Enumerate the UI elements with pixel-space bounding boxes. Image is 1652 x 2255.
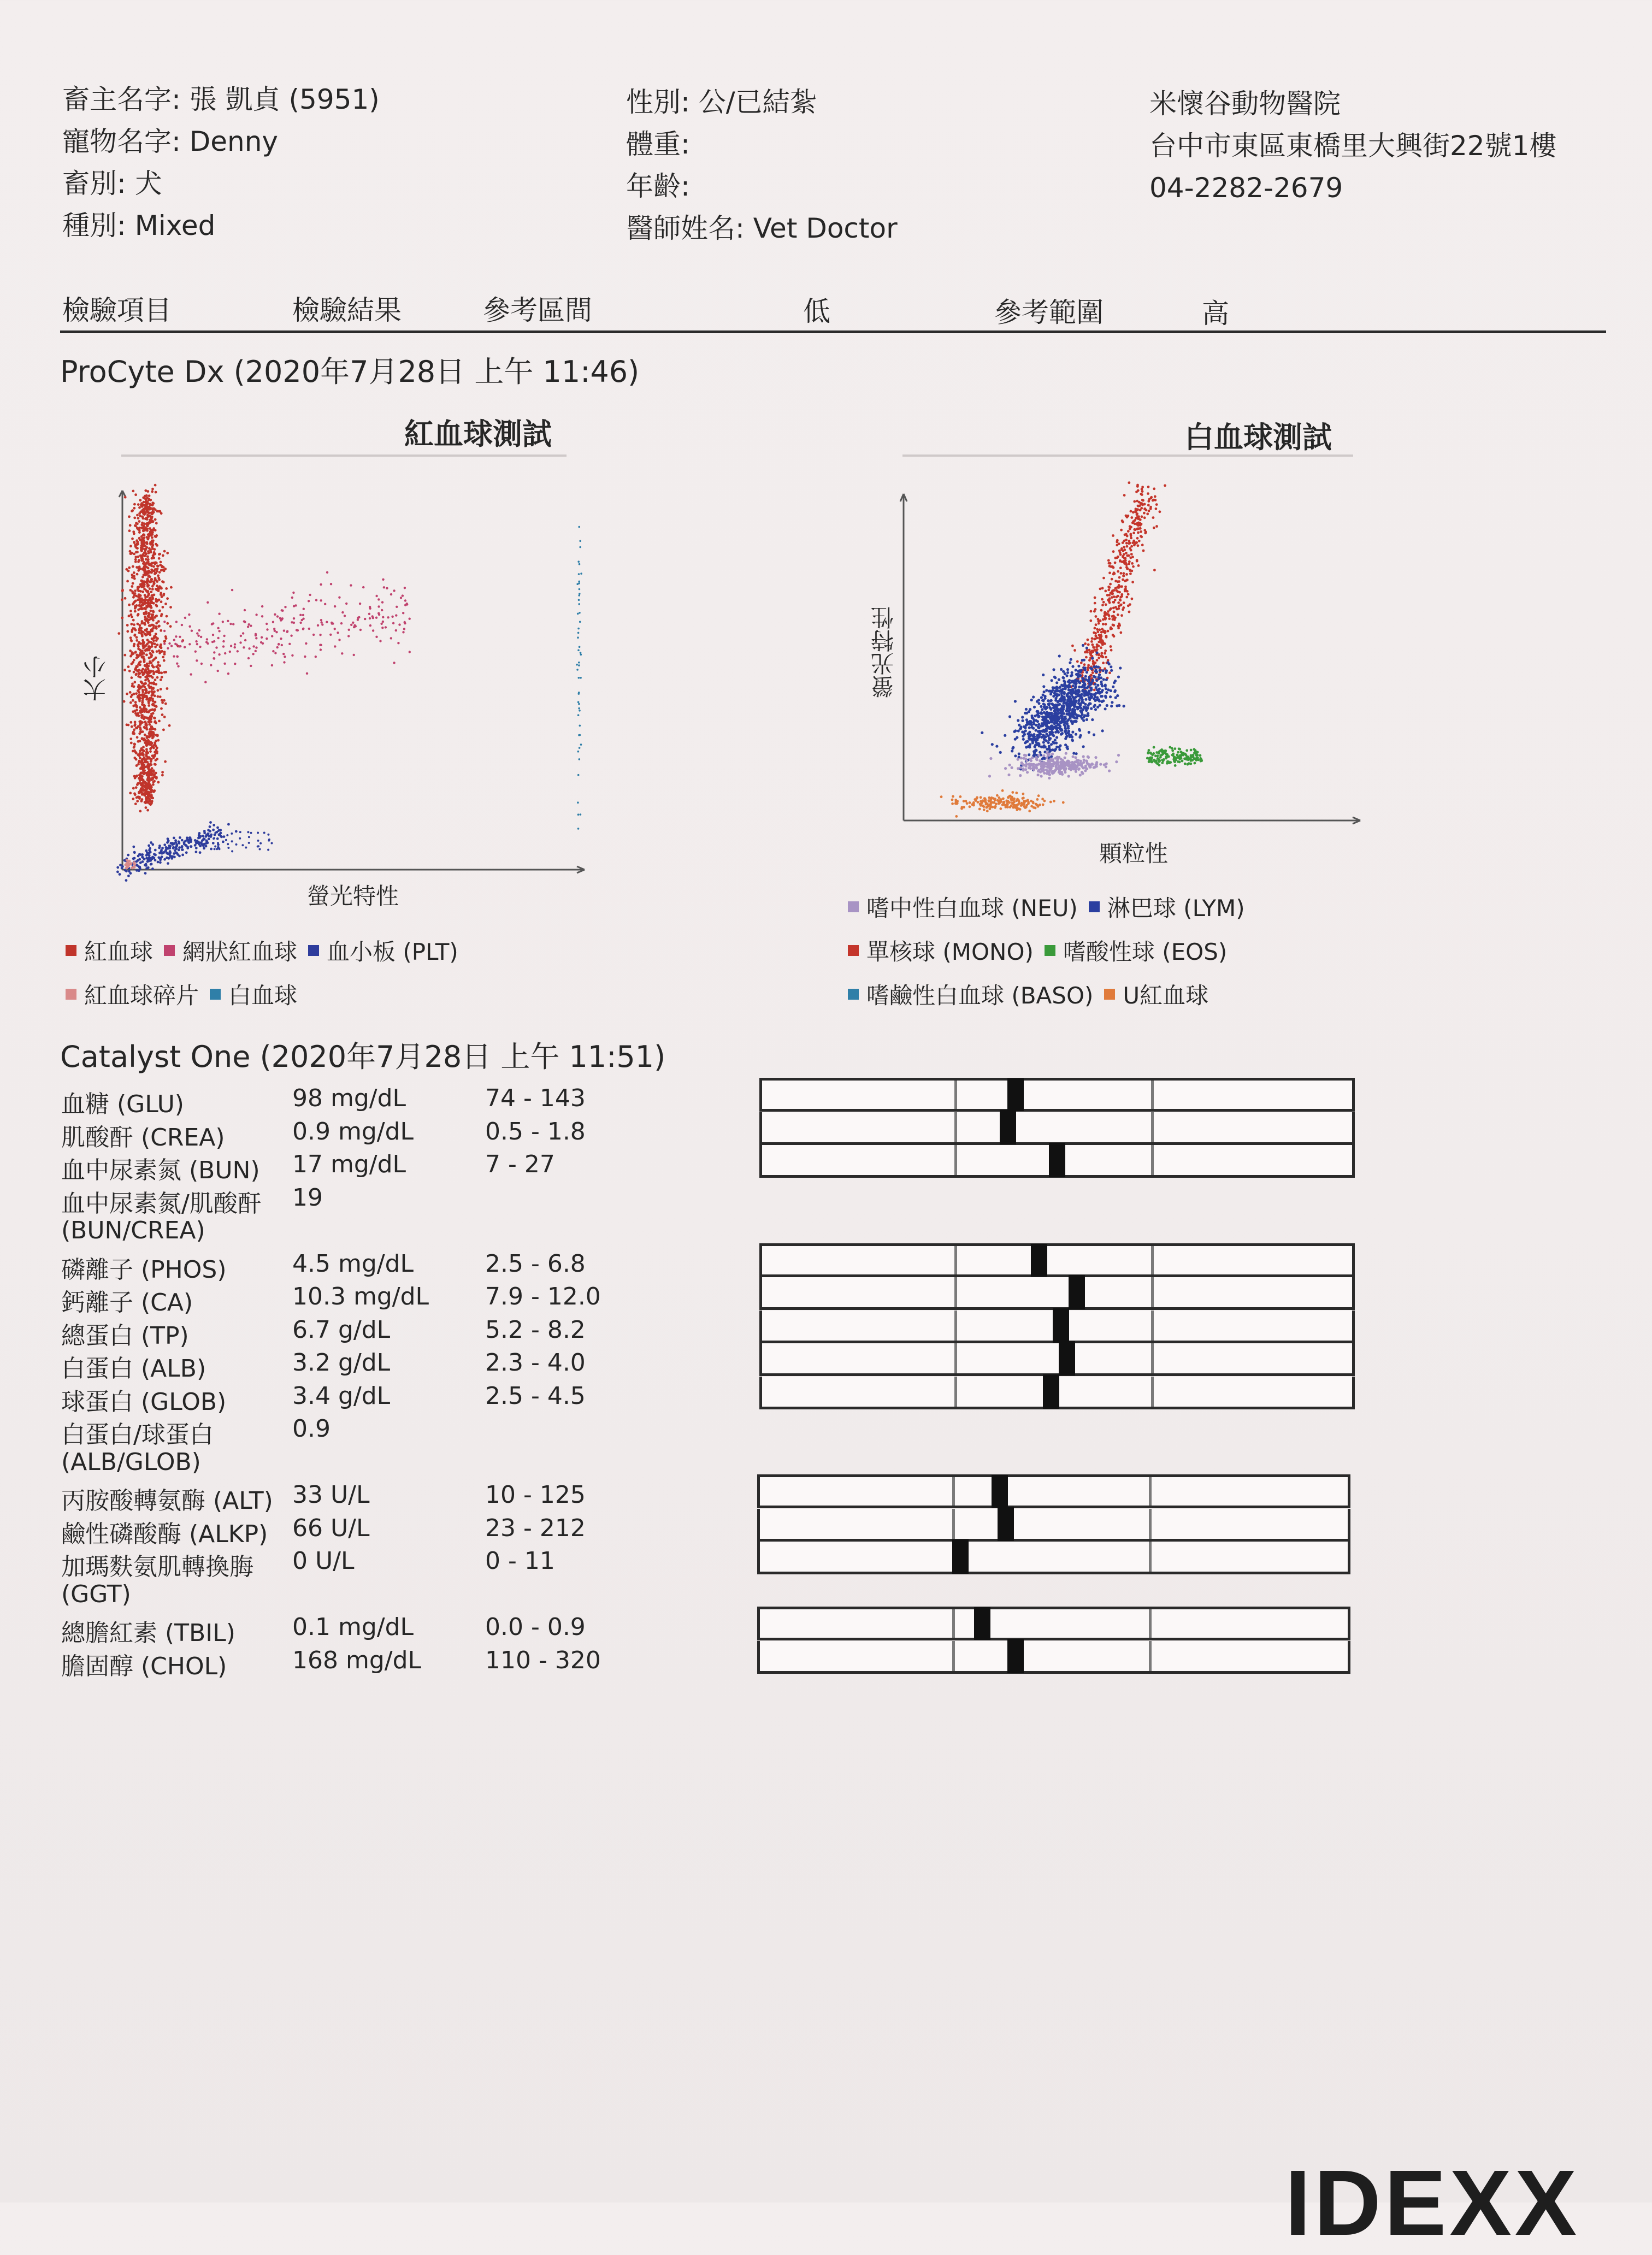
header-rule [60, 330, 1606, 333]
result-value: 0.9 [292, 1415, 331, 1443]
range-high-boundary [1151, 1081, 1154, 1109]
result-marker [952, 1539, 969, 1574]
result-name: 丙胺酸轉氨酶 (ALT) [61, 1487, 273, 1515]
range-bar [757, 1607, 1350, 1640]
result-range: 2.5 - 4.5 [485, 1382, 586, 1410]
idexx-logo: IDEXX [1285, 2151, 1580, 2255]
result-range: 5.2 - 8.2 [485, 1315, 586, 1344]
result-name-line2: (BUN/CREA) [61, 1217, 205, 1244]
result-range: 23 - 212 [485, 1514, 586, 1542]
range-low-boundary [954, 1377, 957, 1407]
legend-lym: 淋巴球 (LYM) [1107, 895, 1245, 922]
result-range: 7.9 - 12.0 [485, 1283, 601, 1311]
legend-swatch-retic [164, 945, 175, 956]
wbc-xlabel: 顆粒性 [1099, 840, 1169, 867]
result-name: 白蛋白 (ALB) [61, 1355, 206, 1383]
age: 年齡: [626, 170, 690, 202]
clinic-phone: 04-2282-2679 [1149, 172, 1343, 204]
result-marker [1007, 1078, 1024, 1111]
result-marker [1059, 1341, 1075, 1376]
range-high-boundary [1151, 1377, 1154, 1407]
rbc-xlabel: 螢光特性 [307, 883, 399, 910]
breed: 種別: Mixed [62, 210, 216, 241]
range-high-boundary [1149, 1641, 1152, 1671]
result-value: 17 mg/dL [292, 1150, 406, 1178]
result-value: 10.3 mg/dL [292, 1283, 429, 1311]
result-value: 3.4 g/dL [292, 1382, 391, 1410]
range-low-boundary [952, 1509, 955, 1539]
result-range: 110 - 320 [485, 1646, 601, 1674]
legend-swatch-frag [66, 989, 76, 1000]
species: 畜別: 犬 [62, 168, 162, 199]
result-value: 6.7 g/dL [292, 1315, 391, 1344]
legend-wbc: 白血球 [228, 982, 298, 1009]
catalyst-title: Catalyst One (2020年7月28日 上午 11:51) [60, 1040, 666, 1074]
range-high-boundary [1149, 1509, 1152, 1539]
result-value: 3.2 g/dL [292, 1349, 391, 1377]
weight: 體重: [626, 128, 690, 160]
legend-swatch-lym [1089, 901, 1100, 912]
legend-swatch-wbc [210, 989, 221, 1000]
wbc-scatter-plot [890, 486, 1371, 836]
result-range: 2.3 - 4.0 [485, 1349, 586, 1377]
range-bar [757, 1542, 1350, 1574]
procyte-title: ProCyte Dx (2020年7月28日 上午 11:46) [60, 355, 640, 389]
result-range: 0.0 - 0.9 [485, 1613, 586, 1641]
range-bar [759, 1343, 1355, 1376]
range-low-boundary [954, 1081, 957, 1109]
result-value: 98 mg/dL [292, 1084, 406, 1112]
result-range: 10 - 125 [485, 1481, 586, 1509]
range-bar [759, 1078, 1355, 1112]
range-low-boundary [952, 1641, 955, 1671]
result-value: 168 mg/dL [292, 1646, 422, 1674]
range-high-boundary [1149, 1609, 1152, 1638]
rbc-chart-title: 紅血球測試 [404, 417, 552, 451]
result-value: 66 U/L [292, 1514, 370, 1542]
wbc-title-rule [902, 454, 1353, 457]
range-high-boundary [1151, 1343, 1154, 1373]
result-name: 球蛋白 (GLOB) [61, 1388, 227, 1416]
range-low-boundary [954, 1145, 957, 1175]
result-marker [1043, 1374, 1059, 1409]
legend-swatch-urbc [1104, 989, 1115, 1000]
result-value: 33 U/L [292, 1481, 370, 1509]
legend-rbc: 紅血球 [84, 938, 154, 965]
rbc-scatter-plot [104, 481, 595, 885]
legend-baso: 嗜鹼性白血球 (BASO) [866, 982, 1094, 1009]
result-name: 總蛋白 (TP) [61, 1321, 189, 1350]
result-value: 19 [292, 1183, 323, 1212]
legend-mono: 單核球 (MONO) [866, 938, 1034, 965]
range-low-boundary [954, 1343, 957, 1373]
legend-urbc: U紅血球 [1123, 982, 1209, 1009]
result-name: 白蛋白/球蛋白 [61, 1421, 214, 1449]
pet-name: 寵物名字: Denny [62, 126, 278, 157]
col-item: 檢驗項目 [62, 294, 172, 326]
range-low-boundary [952, 1477, 955, 1506]
col-high: 高 [1202, 298, 1229, 329]
result-range: 2.5 - 6.8 [485, 1249, 586, 1278]
col-low: 低 [803, 296, 830, 327]
result-name-line2: (GGT) [61, 1580, 131, 1608]
legend-swatch-plt [308, 945, 319, 956]
sex: 性別: 公/已結紮 [626, 86, 817, 118]
rbc-title-rule [121, 454, 567, 457]
range-high-boundary [1151, 1311, 1154, 1341]
result-name-line2: (ALB/GLOB) [61, 1448, 201, 1476]
range-high-boundary [1149, 1477, 1152, 1506]
owner-name: 畜主名字: 張 凱貞 (5951) [62, 84, 380, 115]
legend-swatch-mono [848, 945, 859, 956]
result-range: 0 - 11 [485, 1547, 555, 1575]
range-low-boundary [954, 1311, 957, 1341]
range-low-boundary [954, 1246, 957, 1274]
result-marker [974, 1607, 990, 1640]
wbc-ylabel: 螢光特性 [870, 606, 897, 698]
legend-swatch-rbc [66, 945, 76, 956]
result-range: 7 - 27 [485, 1150, 555, 1178]
range-bar [759, 1112, 1355, 1145]
result-name: 磷離子 (PHOS) [61, 1255, 227, 1284]
result-name: 血糖 (GLU) [61, 1090, 184, 1118]
rbc-ylabel: 大小 [82, 656, 109, 701]
range-bar [757, 1509, 1350, 1542]
result-marker [1000, 1110, 1016, 1144]
result-name: 鹼性磷酸酶 (ALKP) [61, 1520, 268, 1548]
result-marker [998, 1507, 1014, 1541]
range-bar [759, 1145, 1355, 1178]
legend-plt: 血小板 (PLT) [327, 938, 458, 965]
result-name: 總膽紅素 (TBIL) [61, 1619, 235, 1647]
legend-frag: 紅血球碎片 [84, 982, 199, 1009]
range-high-boundary [1151, 1246, 1154, 1274]
result-marker [1031, 1244, 1047, 1277]
range-high-boundary [1149, 1542, 1152, 1572]
result-name: 加瑪麩氨肌轉換脢 [61, 1553, 253, 1581]
range-high-boundary [1151, 1277, 1154, 1307]
result-marker [1053, 1308, 1069, 1343]
range-bar [759, 1311, 1355, 1343]
legend-eos: 嗜酸性球 (EOS) [1063, 938, 1228, 965]
result-value: 0 U/L [292, 1547, 355, 1575]
legend-retic: 網狀紅血球 [182, 938, 298, 965]
range-bar [757, 1474, 1350, 1508]
result-marker [1049, 1143, 1065, 1177]
result-value: 0.1 mg/dL [292, 1613, 414, 1641]
result-name: 鈣離子 (CA) [61, 1289, 193, 1317]
result-name: 血中尿素氮 (BUN) [61, 1156, 260, 1184]
result-marker [1069, 1275, 1085, 1309]
range-bar [757, 1641, 1350, 1674]
result-range: 0.5 - 1.8 [485, 1117, 586, 1146]
result-value: 0.9 mg/dL [292, 1117, 414, 1146]
range-low-boundary [954, 1112, 957, 1142]
col-ref-interval: 參考區間 [483, 294, 592, 326]
clinic-name: 米懷谷動物醫院 [1149, 88, 1341, 120]
result-name: 血中尿素氮/肌酸酐 [61, 1189, 262, 1218]
wbc-chart-title: 白血球測試 [1184, 420, 1332, 454]
result-name: 肌酸酐 (CREA) [61, 1123, 225, 1152]
legend-swatch-neu [848, 901, 859, 912]
legend-swatch-baso [848, 989, 859, 1000]
range-low-boundary [954, 1277, 957, 1307]
range-bar [759, 1243, 1355, 1277]
legend-swatch-eos [1045, 945, 1055, 956]
range-bar [759, 1277, 1355, 1310]
result-value: 4.5 mg/dL [292, 1249, 414, 1278]
col-result: 檢驗結果 [292, 294, 402, 326]
range-high-boundary [1151, 1145, 1154, 1175]
doctor-name: 醫師姓名: Vet Doctor [626, 212, 898, 244]
result-marker [1007, 1639, 1024, 1673]
result-name: 膽固醇 (CHOL) [61, 1652, 227, 1680]
range-bar [759, 1377, 1355, 1409]
result-range: 74 - 143 [485, 1084, 586, 1112]
range-low-boundary [952, 1609, 955, 1638]
result-marker [992, 1475, 1008, 1508]
range-high-boundary [1151, 1112, 1154, 1142]
col-ref-range: 參考範圍 [994, 297, 1104, 328]
clinic-address: 台中市東區東橋里大興街22號1樓 [1149, 130, 1557, 162]
legend-neu: 嗜中性白血球 (NEU) [866, 895, 1078, 922]
